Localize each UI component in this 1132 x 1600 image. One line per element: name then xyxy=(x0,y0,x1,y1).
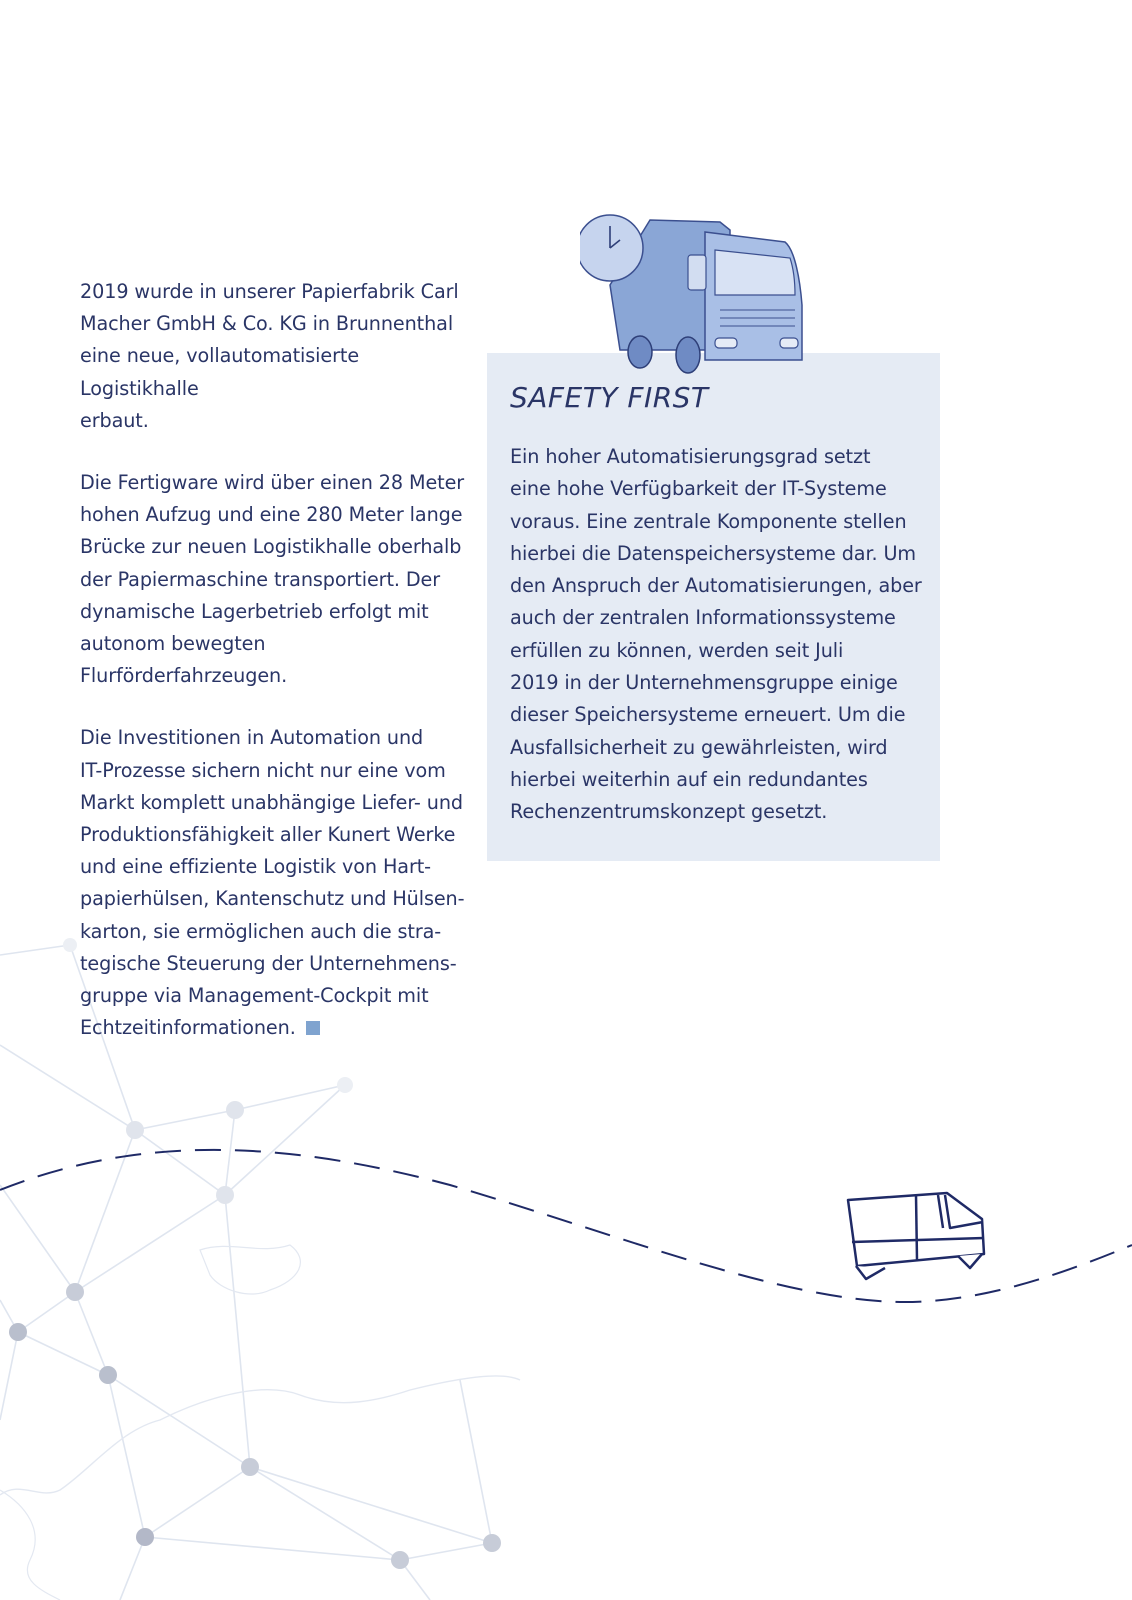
paragraph-logistics: Die Fertigware wird über einen 28 Meter hohen Aufzug und eine 280 Meter lange Brücke zur neuen Logistikhalle oberhalb der Papiermaschine transportiert. Der dynamische Lagerbetrieb erfolgt mit autonom bewegten Flurförderfahrzeugen. xyxy=(80,471,465,688)
main-text-column xyxy=(80,276,475,1074)
end-marker-square-icon xyxy=(306,1021,320,1035)
paragraph-investments xyxy=(80,722,475,1044)
safety-first-infobox xyxy=(487,353,940,861)
paragraph-investments-text: Die Investitionen in Automation und IT-Prozesse sichern nicht nur eine vom Markt komplett unabhängige Liefer- und Produktionsfähigkeit aller Kunert Werke und eine effiziente Logistik von Hart- papierhülsen, Kantenschutz und Hülsen- karton, sie ermöglichen auch die stra- tegische Steuerung der Unternehmens- gruppe via Management-Cockpit mit Echtzeitinformationen. xyxy=(80,726,465,1040)
delivery-van-icon xyxy=(848,1193,984,1279)
paragraph-intro: 2019 wurde in unserer Papierfabrik Carl Macher GmbH & Co. KG in Brunnenthal eine neue, vollautomatisierte Logistikhalle erbaut. xyxy=(80,280,459,432)
delivery-route-graphic xyxy=(0,1100,1132,1330)
infobox-title: SAFETY FIRST xyxy=(510,381,709,414)
clock-truck-illustration-icon xyxy=(580,210,820,385)
infobox-body: Ein hoher Automatisierungsgrad setzt eine hohe Verfügbarkeit der IT-Systeme voraus. Eine zentrale Komponente stellen hierbei die Datenspeichersysteme dar. Um den Anspruch der Automatisierungen, aber auch der zentralen Informationssysteme erfüllen zu können, werden seit Juli 2019 in der Unternehmensgruppe einige dieser Speichersysteme erneuert. Um die Ausfallsicherheit zu gewährleisten, wird hierbei weiterhin auf ein redundantes Rechenzentrumskonzept gesetzt. xyxy=(510,445,922,824)
